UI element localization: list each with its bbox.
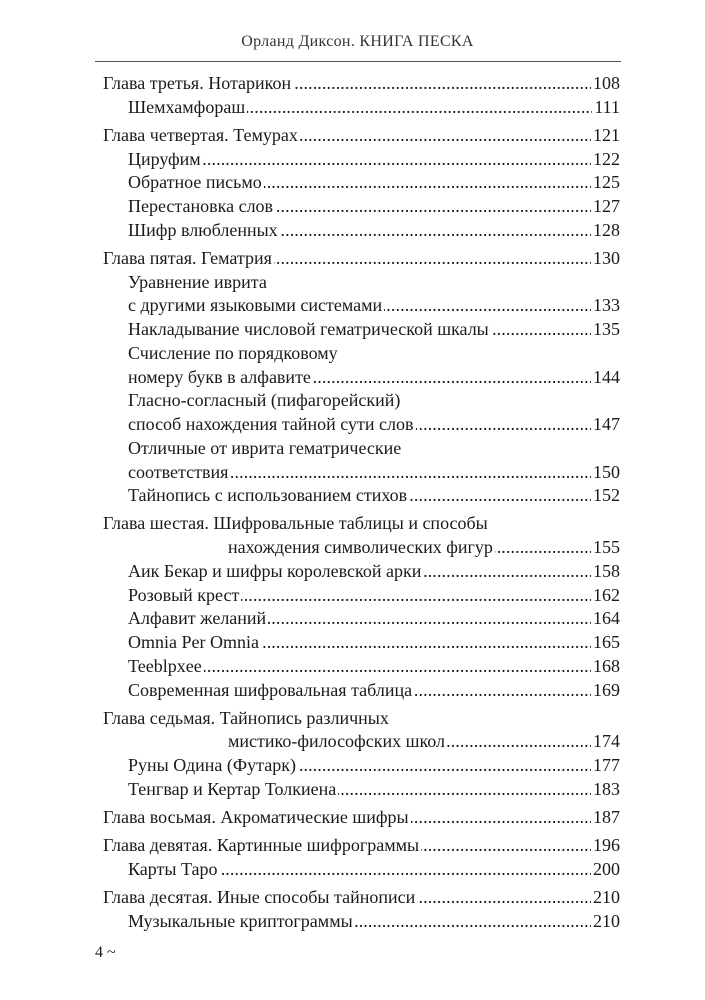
toc-section-entry[interactable]: [103, 607, 620, 631]
toc-page-number: 144: [593, 366, 620, 387]
toc-page-number: 108: [593, 73, 620, 93]
toc-page-number: 200: [593, 858, 620, 879]
dot-leader: [414, 679, 591, 703]
dot-leader: [268, 607, 591, 631]
toc-page-number: 169: [593, 679, 620, 700]
toc-entry-title: Современная шифровальная таблица: [128, 679, 413, 700]
toc-section-entry[interactable]: [103, 754, 620, 778]
toc-page-number: 168: [593, 655, 620, 676]
toc-chapter-entry[interactable]: [103, 886, 620, 910]
dot-leader: [275, 195, 591, 219]
toc-section-entry[interactable]: [103, 148, 620, 172]
toc-chapter-entry[interactable]: [103, 834, 620, 858]
toc-page-number: 128: [593, 219, 620, 240]
toc-entry-title: нахождения символических фигур: [228, 537, 493, 558]
toc-entry-title: Omnia Per Omnia: [128, 632, 259, 653]
toc-page-number: 155: [593, 537, 620, 558]
toc-page-number: 196: [593, 835, 620, 856]
dot-leader: [423, 560, 591, 584]
toc-chapter-entry[interactable]: [103, 707, 620, 755]
toc-page-number: 133: [593, 295, 620, 316]
toc-section-entry[interactable]: [103, 342, 620, 390]
toc-section-entry[interactable]: [103, 484, 620, 508]
toc-entry-title: Глава седьмая. Тайнопись различных: [103, 707, 389, 728]
toc-chapter-entry[interactable]: [103, 806, 620, 830]
toc-entry-title: Teeblpxee: [128, 655, 202, 676]
toc-page-number: 164: [593, 608, 620, 629]
toc-chapter-group: [103, 886, 620, 934]
dot-leader: [293, 72, 591, 96]
toc-entry-title: Глава шестая. Шифровальные таблицы и способы: [103, 513, 488, 534]
dot-leader: [421, 834, 591, 858]
toc-page-number: 121: [593, 124, 620, 145]
toc-chapter-group: [103, 72, 620, 120]
dot-leader: [261, 631, 591, 655]
toc-section-entry[interactable]: [103, 171, 620, 195]
dot-leader: [264, 171, 591, 195]
dot-leader: [247, 96, 592, 120]
toc-section-entry[interactable]: [103, 584, 620, 608]
toc-entry-title: Тайнопись с использованием стихов: [128, 485, 408, 506]
toc-section-entry[interactable]: [103, 437, 620, 485]
toc-section-entry[interactable]: [103, 560, 620, 584]
toc-page-number: 210: [593, 910, 620, 931]
toc-entry-title: Шифр влюбленных: [128, 219, 278, 240]
toc-section-entry[interactable]: [103, 318, 620, 342]
toc-section-entry[interactable]: [103, 195, 620, 219]
dot-leader: [203, 148, 591, 172]
toc-page-number: 165: [593, 632, 620, 653]
header-rule: [95, 61, 621, 62]
dot-leader: [416, 413, 591, 437]
toc-page-number: 187: [593, 806, 620, 827]
toc-page-number: 158: [593, 560, 620, 581]
toc-page-number: 162: [593, 584, 620, 605]
dot-leader: [220, 858, 591, 882]
toc-page-number: 125: [593, 172, 620, 193]
toc-entry-title: Руны Одина (Футарк): [128, 755, 296, 776]
toc-entry-title: Глава девятая. Картинные шифрограммы: [103, 835, 420, 856]
page-number: 4 ~: [95, 944, 116, 961]
dot-leader: [241, 584, 591, 608]
toc-page-number: 127: [593, 196, 620, 217]
toc-entry-title: Уравнение иврита: [128, 271, 267, 292]
dot-leader: [411, 806, 591, 830]
dot-leader: [338, 778, 591, 802]
toc-page-number: 130: [593, 247, 620, 268]
toc-section-entry[interactable]: [103, 219, 620, 243]
dot-leader: [313, 366, 591, 390]
toc-section-entry[interactable]: [103, 96, 620, 120]
toc-entry-title: Глава пятая. Гематрия: [103, 247, 272, 268]
toc-entry-title: Гласно-согласный (пифагорейский): [128, 390, 401, 411]
toc-entry-title: Аик Бекар и шифры королевской арки: [128, 560, 422, 581]
dot-leader: [384, 294, 591, 318]
toc-entry-title: Глава десятая. Иные способы тайнописи: [103, 886, 416, 907]
dot-leader: [300, 124, 591, 148]
toc-page-number: 210: [593, 886, 620, 907]
toc-chapter-entry[interactable]: [103, 72, 620, 96]
toc-chapter-group: [103, 124, 620, 243]
toc-page-number: 152: [593, 485, 620, 506]
toc-section-entry[interactable]: [103, 778, 620, 802]
toc-entry-title: Глава четвертая. Темурах: [103, 124, 298, 145]
toc-entry-title: номеру букв в алфавите: [128, 366, 311, 387]
toc-section-entry[interactable]: [103, 679, 620, 703]
dot-leader: [230, 461, 591, 485]
toc-chapter-group: [103, 512, 620, 702]
toc-entry-title: способ нахождения тайной сути слов: [128, 414, 414, 435]
toc-entry-title: Алфавит желаний: [128, 608, 267, 629]
toc-page-number: 150: [593, 461, 620, 482]
toc-entry-title: Цируфим: [128, 148, 201, 169]
toc-chapter-group: [103, 247, 620, 508]
dot-leader: [280, 219, 591, 243]
dot-leader: [447, 730, 591, 754]
toc-entry-title: Глава восьмая. Акроматические шифры: [103, 806, 409, 827]
toc-entry-title: Счисление по порядковому: [128, 342, 338, 363]
toc-section-entry[interactable]: [103, 389, 620, 437]
toc-entry-title: Накладывание числовой гематрической шкалы: [128, 319, 489, 340]
toc-page-number: 111: [594, 96, 620, 117]
toc-entry-title: Карты Таро: [128, 858, 218, 879]
table-of-contents: [103, 72, 620, 938]
toc-entry-title: с другими языковыми системами: [128, 295, 383, 316]
toc-chapter-entry[interactable]: [103, 247, 620, 271]
toc-page-number: 174: [593, 731, 620, 752]
dot-leader: [495, 536, 591, 560]
toc-section-entry[interactable]: [103, 631, 620, 655]
toc-chapter-entry[interactable]: [103, 512, 620, 560]
toc-page-number: 122: [593, 148, 620, 169]
toc-section-entry[interactable]: [103, 655, 620, 679]
dot-leader: [355, 910, 591, 934]
toc-page-number: 135: [593, 319, 620, 340]
toc-page-number: 177: [593, 755, 620, 776]
toc-entry-title: Обратное письмо: [128, 172, 262, 193]
toc-page-number: 183: [593, 778, 620, 799]
dot-leader: [417, 886, 591, 910]
dot-leader: [274, 247, 591, 271]
toc-entry-title: мистико-философских школ: [228, 731, 446, 752]
toc-chapter-group: [103, 834, 620, 882]
toc-section-entry[interactable]: [103, 858, 620, 882]
running-header: Орланд Диксон. КНИГА ПЕСКА: [241, 33, 474, 50]
toc-page-number: 147: [593, 414, 620, 435]
toc-entry-title: соответствия: [128, 461, 229, 482]
dot-leader: [298, 754, 591, 778]
dot-leader: [491, 318, 591, 342]
toc-chapter-entry[interactable]: [103, 124, 620, 148]
toc-entry-title: Музыкальные криптограммы: [128, 910, 353, 931]
toc-chapter-group: [103, 707, 620, 802]
toc-section-entry[interactable]: [103, 271, 620, 319]
toc-section-entry[interactable]: [103, 910, 620, 934]
toc-entry-title: Отличные от иврита гематрические: [128, 437, 402, 458]
toc-entry-title: Тенгвар и Кертар Толкиена: [128, 778, 337, 799]
toc-chapter-group: [103, 806, 620, 830]
dot-leader: [409, 484, 591, 508]
dot-leader: [204, 655, 591, 679]
toc-entry-title: Шемхамфораш: [128, 96, 246, 117]
toc-entry-title: Глава третья. Нотарикон: [103, 73, 292, 93]
toc-entry-title: Перестановка слов: [128, 196, 274, 217]
toc-entry-title: Розовый крест: [128, 584, 240, 605]
